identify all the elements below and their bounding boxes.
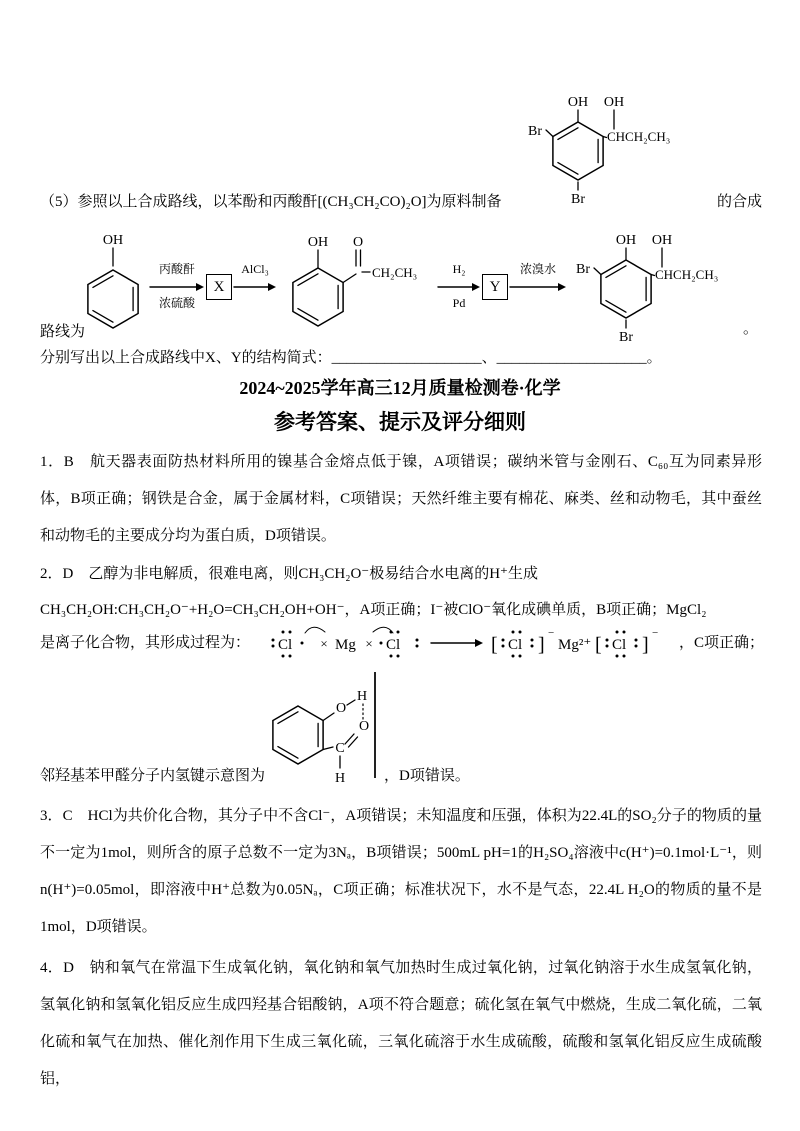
benzene-ring: [601, 260, 651, 318]
divider-line: [374, 672, 376, 778]
side-chain-label: CHCH₂CH₃: [655, 267, 719, 282]
bromine-label: Br: [619, 330, 633, 344]
bracket: [: [594, 634, 602, 656]
answer-2-hbond-post: ，D项错误。: [384, 768, 470, 784]
question5-text-mid: 为原料制备: [426, 194, 502, 210]
reaction-arrow-4: [508, 259, 568, 311]
intermediate-x-box: [206, 274, 232, 300]
magnesium-ion-label: Mg²⁺: [557, 637, 591, 653]
reagent-above-arrow: AlCl₃: [241, 262, 269, 276]
salicylaldehyde-structure: [266, 668, 381, 793]
side-chain-label: CHCH₂CH₃: [607, 129, 671, 144]
phenol-hydrogen-label: H: [356, 689, 368, 704]
route-end-period: 。: [743, 321, 759, 337]
synthesis-route: [78, 216, 758, 344]
electron-x-mark: ×: [319, 636, 328, 651]
ethyl-chain-label: CH₂CH₃: [372, 265, 418, 280]
answer-key-subtitle: 参考答案、提示及评分细则: [274, 410, 526, 434]
answer-4: 4．D 钠和氧气在常温下生成氧化钠，氧化钠和氧气加热时生成过氧化钠，过氧化钠溶于水生成氢氧化钠，氢氧化钠和氢氧化铝反应生成四羟基合铝酸钠，A项不符合题意；硫化氢在氧气中燃烧，生成二氧化硫，二氧化硫和氧气在加热、催化剂作用下生成三氧化硫，三氧化硫溶于水生成硫酸，硫酸和氢氧化铝反应生成硫酸铝，: [40, 960, 762, 1087]
answer-2-lewis-pre: 是离子化合物，其形成过程为：: [40, 634, 251, 651]
question5-text-left: （5）参照以上合成路线，以苯酚和丙酸酐: [40, 194, 318, 210]
negative-charge: −: [651, 627, 658, 639]
benzene-ring: [293, 268, 343, 326]
hydroxyl-label: OH: [307, 235, 329, 250]
phenol-structure: [78, 228, 148, 332]
carbonyl-oxygen-label: O: [352, 235, 364, 250]
bromine-label: Br: [571, 192, 585, 206]
reaction-arrow-3: [436, 259, 482, 311]
bromine-label: Br: [528, 124, 542, 139]
reagent-formula: [(CH₃CH₂CO)₂O]: [317, 194, 427, 210]
hydroxyl-label: OH: [615, 233, 637, 248]
reagent-below-arrow: Pd: [452, 296, 466, 310]
reaction-arrow-1: [148, 259, 206, 311]
chlorine-label: Cl: [507, 637, 522, 653]
aldehyde-hydrogen-label: H: [334, 771, 346, 786]
aldehyde-carbon-label: C: [335, 741, 345, 756]
benzene-ring: [273, 706, 323, 764]
hydroxyl-label: OH: [102, 233, 124, 248]
arrowhead-icon: [475, 639, 483, 647]
answer-2-line1: 2．D 乙醇为非电解质，很难电离，则CH₃CH₂O⁻极易结合水电离的H⁺生成: [40, 566, 538, 582]
answer-3: 3．C HCl为共价化合物，其分子中不含Cl⁻，A项错误；未知温度和压强，体积为22.4L的SO₂分子的物质的量不一定为1mol，则所含的原子总数不一定为3Nₐ，B项错误；500mL pH=1的H₂SO₄溶液中c(H⁺)=0.1mol·L⁻¹，则n(H⁺)=0.05mol，即溶液中H⁺总数为0.05Nₐ，C项正确；标准状况下，水不是气态，22.4L H₂O的物质的量不是1mol，D项错误。: [40, 808, 762, 935]
answer-2-equation-line: CH₃CH₂OH:CH₃CH₂O⁻+H₂O=CH₃CH₂OH+OH⁻，A项正确；I⁻被ClO⁻氧化成碘单质，B项正确；MgCl₂: [40, 602, 707, 618]
benzene-ring: [553, 122, 603, 180]
electron-transfer-arrow: [305, 627, 325, 633]
hydroxyl-label: OH: [651, 233, 673, 248]
blanks-line: 分别写出以上合成路线中X、Y的结构简式：____________________、____________________。: [40, 350, 662, 366]
hydroxyl-label: OH: [567, 95, 589, 110]
bromine-label: Br: [576, 262, 590, 277]
bracket: ]: [641, 634, 649, 656]
hydroxyketone-structure: [278, 224, 436, 336]
chlorine-label: Cl: [385, 637, 400, 653]
reagent-above-arrow: 浓溴水: [519, 262, 557, 276]
arrowhead-icon: [196, 283, 204, 291]
bracket: [: [490, 634, 498, 656]
chlorine-label: Cl: [277, 637, 292, 653]
arrowhead-icon: [472, 283, 480, 291]
reagent-above-arrow: 丙酸酐: [158, 262, 196, 276]
arrowhead-icon: [558, 283, 566, 291]
route-product-structure: [568, 216, 743, 344]
answer-2-hbond-pre: 邻羟基苯甲醛分子内氢键示意图为: [40, 768, 266, 784]
benzene-ring: [88, 270, 138, 328]
reagent-below-arrow: 浓硫酸: [158, 296, 196, 310]
chlorine-label: Cl: [611, 637, 626, 653]
intermediate-y-label: Y: [489, 278, 501, 295]
intermediate-y-box: [482, 274, 508, 300]
reagent-above-arrow: H₂: [452, 262, 466, 276]
answer-2-lewis-row: [40, 618, 764, 668]
exam-title: 2024~2025学年高三12月质量检测卷·化学: [239, 378, 561, 398]
arrowhead-icon: [268, 283, 276, 291]
reaction-arrow-2: [232, 259, 278, 311]
negative-charge: −: [547, 627, 554, 639]
route-label: 路线为: [40, 324, 86, 340]
hydroxyl-label: OH: [603, 95, 625, 110]
electron-x-mark: ×: [364, 636, 373, 651]
answer-1: 1．B 航天器表面防热材料所用的镍基合金熔点低于镍，A项错误；碳纳米管与金刚石、C₆₀互为同素异形体，B项正确；钢铁是合金，属于金属材料，C项错误；天然纤维主要有棉花、麻类、丝和动物毛，其中蚕丝和动物毛的主要成分均为蛋白质，D项错误。: [40, 454, 762, 544]
mgcl2-lewis-structure: [265, 618, 665, 668]
question5-text-right: 的合成: [716, 194, 762, 210]
intermediate-x-label: X: [213, 278, 225, 295]
bracket: ]: [537, 634, 545, 656]
magnesium-label: Mg: [334, 637, 356, 653]
carbonyl-oxygen-label: O: [358, 719, 370, 734]
phenol-oxygen-label: O: [335, 701, 347, 716]
answer-2-lewis-post: ，C项正确；: [678, 634, 764, 651]
